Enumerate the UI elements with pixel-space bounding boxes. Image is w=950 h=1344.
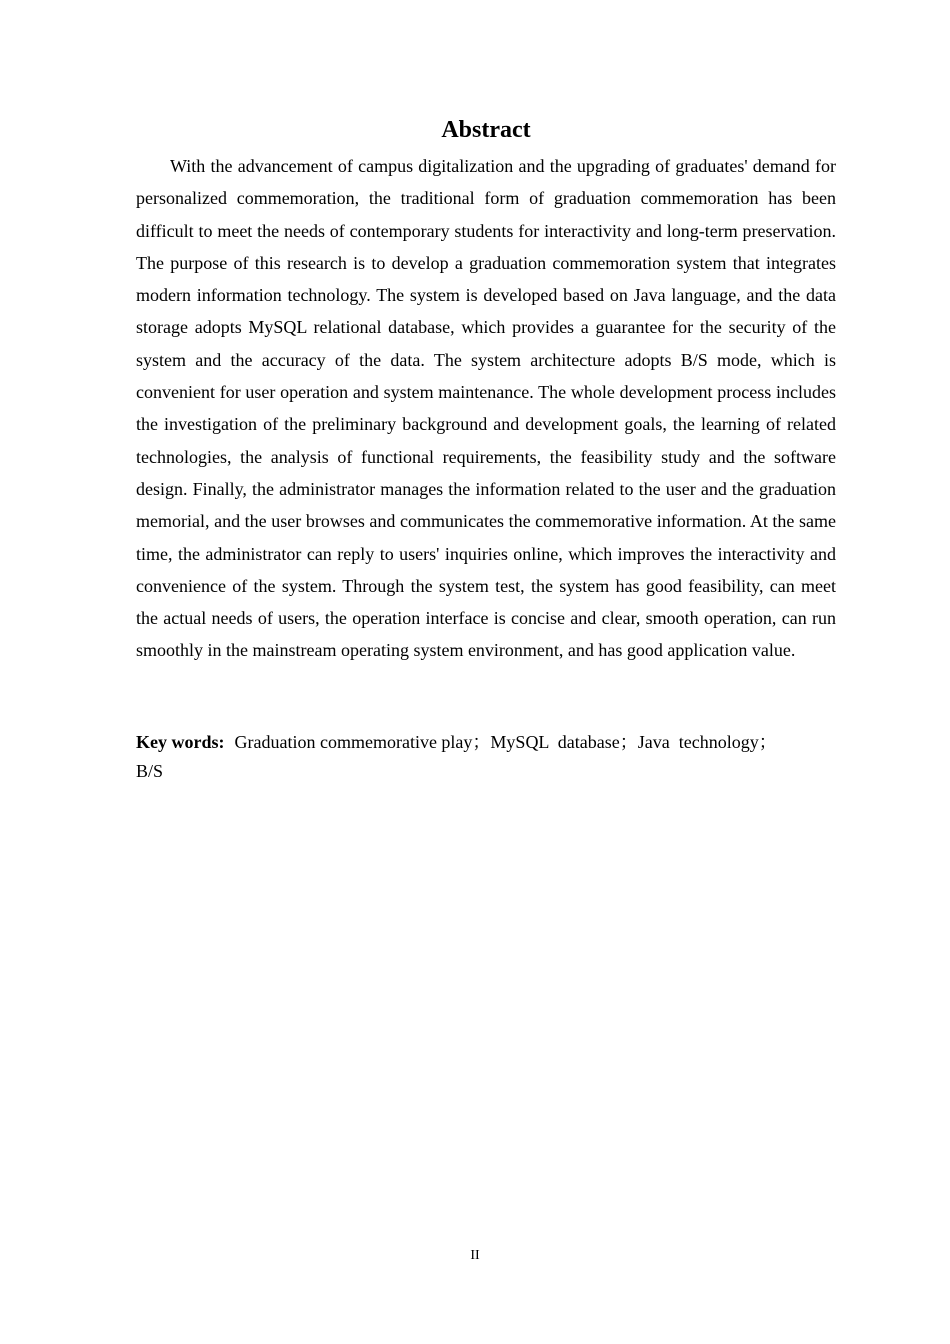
abstract-title: Abstract (441, 117, 531, 143)
keyword-item: Graduation commemorative play (234, 732, 473, 752)
page-number: II (470, 1248, 480, 1263)
abstract-body: With the advancement of campus digitalization and the upgrading of graduates' demand for personalized commemoration, the traditional form of graduation commemoration has been difficult to meet the needs of contemporary students for interactivity and long-term preservation. The purpose of this research is to develop a graduation commemoration system that integrates modern information technology. The system is developed based on Java language, and the data storage adopts MySQL relational database, which provides a guarantee for the security of the system and the accuracy of the data. The system architecture adopts B/S mode, which is convenient for user operation and system maintenance. The whole development process includes the investigation of the preliminary background and development goals, the learning of related technologies, the analysis of functional requirements, the feasibility study and the software design. Finally, the administrator manages the information related to the user and the graduation memorial, and the user browses and communicates the commemorative information. At the same time, the administrator can reply to users' inquiries online, which improves the interactivity and convenience of the system. Through the system test, the system has good feasibility, can meet the actual needs of users, the operation interface is concise and clear, smooth operation, can run smoothly in the mainstream operating system environment, and has good application value. (136, 156, 836, 661)
keyword-separator: ； (619, 732, 638, 752)
keyword-item: MySQL database (490, 732, 620, 752)
keyword-separator: ； (758, 732, 777, 752)
keyword-separator: ； (472, 732, 491, 752)
keywords-label: Key words: (136, 732, 225, 752)
keyword-item: B/S (136, 761, 164, 781)
keyword-item: Java technology (637, 732, 759, 752)
keywords-line (136, 728, 836, 786)
